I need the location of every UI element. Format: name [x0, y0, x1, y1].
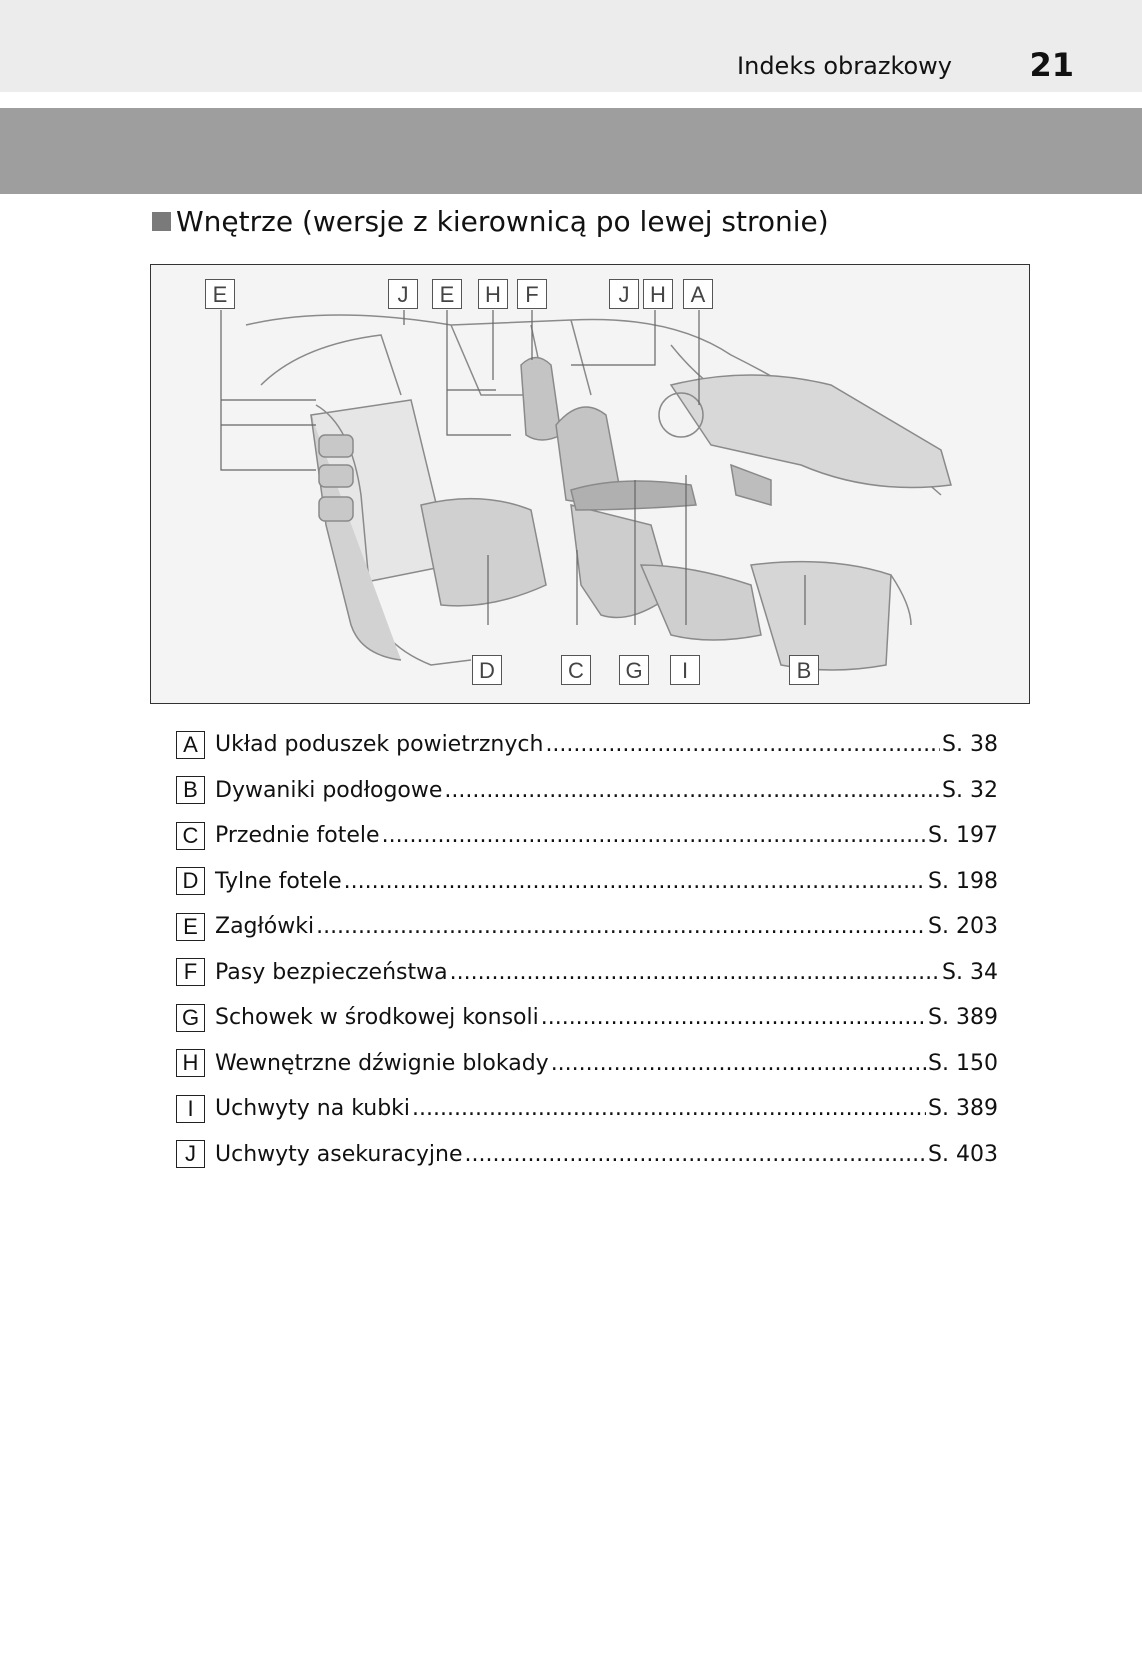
leader-dots — [465, 1142, 927, 1167]
legend-page-ref[interactable]: S. 150 — [928, 1050, 998, 1076]
page-header-bar — [0, 0, 1142, 92]
leader-dots — [541, 1005, 926, 1030]
legend-label: Dywaniki podłogowe — [215, 777, 443, 803]
leader-dots — [450, 960, 940, 985]
legend-key: G — [176, 1004, 205, 1032]
legend-page-ref[interactable]: S. 197 — [928, 823, 998, 849]
legend-page-ref[interactable]: S. 403 — [928, 1141, 998, 1167]
legend-label: Przednie fotele — [215, 823, 380, 849]
callout-h-rear: H — [478, 279, 508, 309]
legend-page-ref[interactable]: S. 198 — [928, 868, 998, 894]
legend-label: Zagłówki — [215, 914, 315, 940]
legend-key: C — [176, 822, 205, 850]
legend-item — [176, 904, 998, 950]
leader-dots — [551, 1051, 926, 1076]
legend-page-ref[interactable]: S. 34 — [942, 959, 998, 985]
callout-j-front: J — [609, 279, 639, 309]
interior-illustration — [150, 264, 1030, 704]
legend-label: Pasy bezpieczeństwa — [215, 959, 448, 985]
legend-page-ref[interactable]: S. 203 — [928, 914, 998, 940]
callout-i: I — [670, 655, 700, 685]
bullet-square-icon — [152, 212, 171, 231]
legend-label: Tylne fotele — [215, 868, 342, 894]
legend-item — [176, 1132, 998, 1178]
section-title: Wnętrze (wersje z kierownicą po lewej stronie) — [176, 205, 829, 238]
leader-dots — [344, 869, 926, 894]
page-number: 21 — [1029, 46, 1074, 84]
legend-key: H — [176, 1049, 205, 1077]
leader-dots — [412, 1096, 926, 1121]
legend-label: Uchwyty asekuracyjne — [215, 1141, 463, 1167]
legend-key: J — [176, 1140, 205, 1168]
leader-dots — [444, 778, 940, 803]
legend-item — [176, 950, 998, 996]
legend-item — [176, 768, 998, 814]
legend-key: E — [176, 913, 205, 941]
legend-item — [176, 995, 998, 1041]
legend-item — [176, 813, 998, 859]
legend-key: D — [176, 867, 205, 895]
legend-page-ref[interactable]: S. 389 — [928, 1005, 998, 1031]
legend-page-ref[interactable]: S. 38 — [942, 732, 998, 758]
callout-c: C — [561, 655, 591, 685]
leader-dots — [382, 823, 926, 848]
legend-label: Układ poduszek powietrznych — [215, 732, 544, 758]
section-band — [0, 108, 1142, 194]
legend-item — [176, 722, 998, 768]
legend-item — [176, 1086, 998, 1132]
legend-page-ref[interactable]: S. 32 — [942, 777, 998, 803]
legend-key: I — [176, 1095, 205, 1123]
legend-label: Uchwyty na kubki — [215, 1096, 411, 1122]
legend-label: Schowek w środkowej konsoli — [215, 1005, 539, 1031]
legend-page-ref[interactable]: S. 389 — [928, 1096, 998, 1122]
callout-e-center: E — [432, 279, 462, 309]
legend-key: B — [176, 776, 205, 804]
leader-dots — [545, 732, 940, 757]
callout-f: F — [517, 279, 547, 309]
car-interior-drawing — [151, 265, 1029, 703]
legend-label: Wewnętrzne dźwignie blokady — [215, 1050, 549, 1076]
callout-e-left: E — [205, 279, 235, 309]
callout-d: D — [472, 655, 502, 685]
header-title: Indeks obrazkowy — [737, 52, 952, 80]
callout-b: B — [789, 655, 819, 685]
callout-j-rear: J — [388, 279, 418, 309]
callout-h-front: H — [643, 279, 673, 309]
legend-key: F — [176, 958, 205, 986]
leader-dots — [316, 914, 926, 939]
legend-item — [176, 859, 998, 905]
legend-item — [176, 1041, 998, 1087]
callout-g: G — [619, 655, 649, 685]
legend-list — [176, 722, 998, 1177]
callout-a: A — [683, 279, 713, 309]
legend-key: A — [176, 731, 205, 759]
section-heading — [152, 205, 829, 238]
